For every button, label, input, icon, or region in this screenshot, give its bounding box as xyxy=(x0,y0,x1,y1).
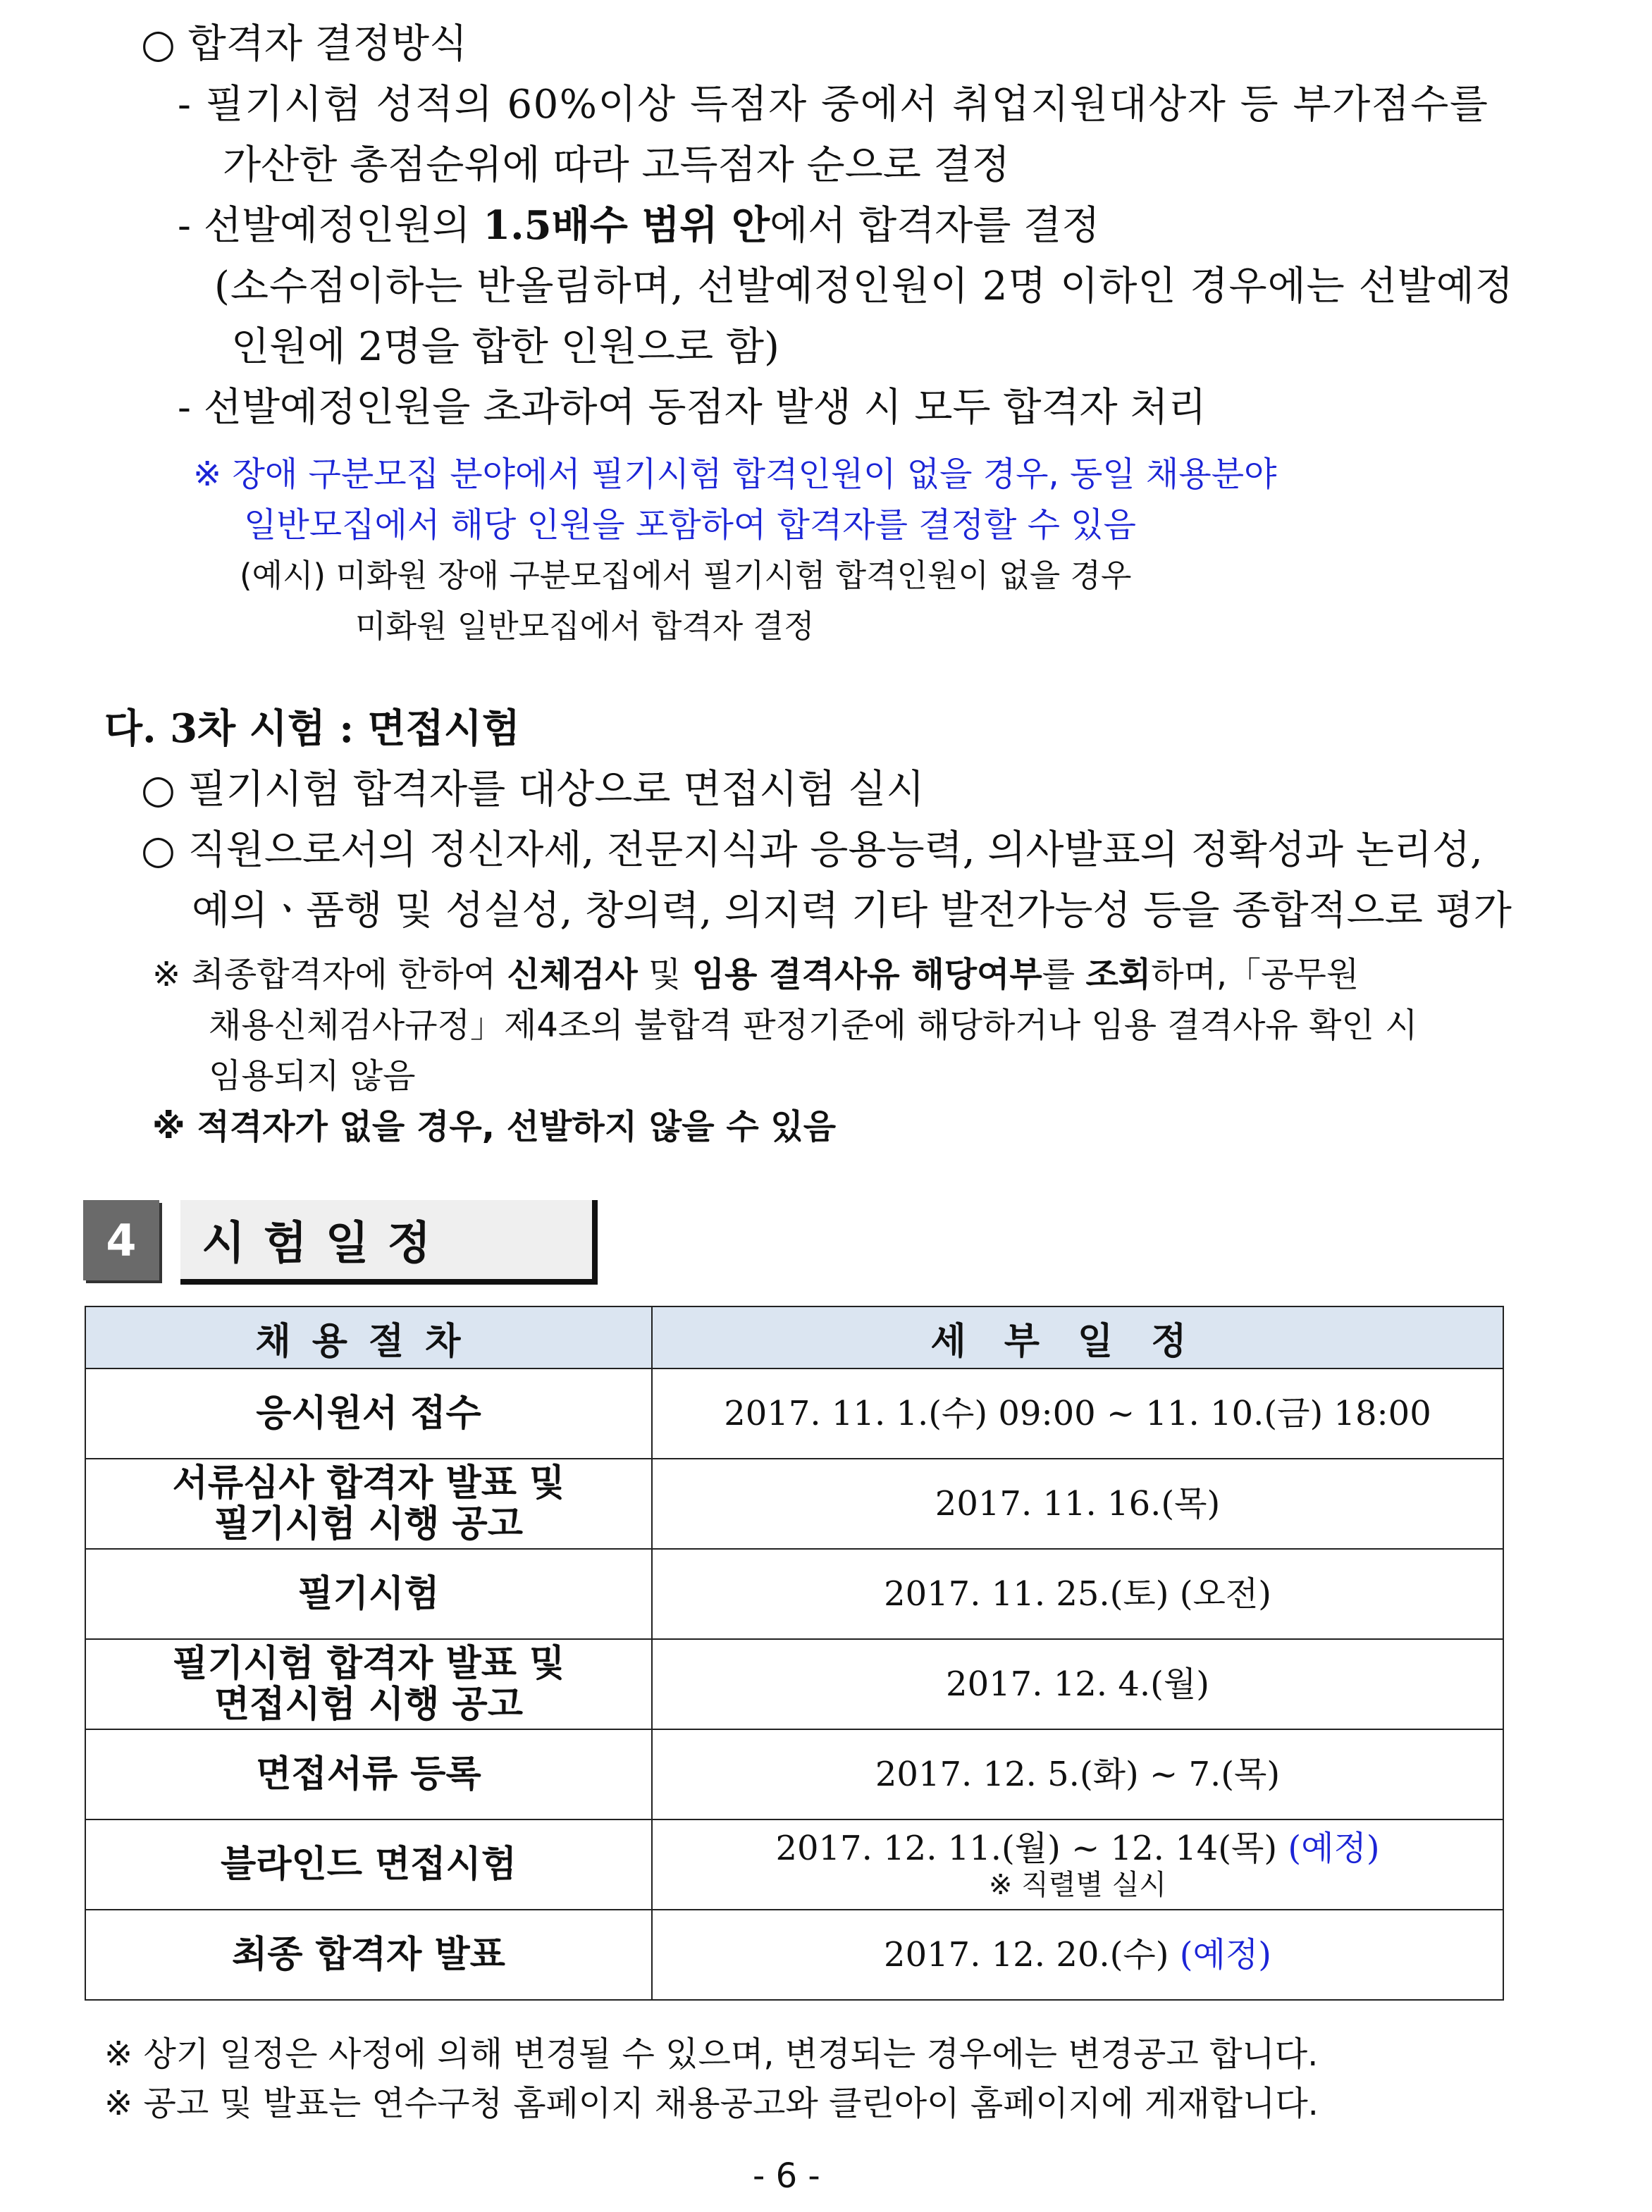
row-date: 2017. 12. 4.(월) xyxy=(652,1639,1503,1729)
row-date-main xyxy=(653,1828,1502,1869)
method-item2-note-line1: (소수점이하는 반올림하며, 선발예정인원이 2명 이하인 경우에는 선발예정 xyxy=(214,264,1514,309)
row-procedure: 필기시험 합격자 발표 및 면접시험 시행 공고 xyxy=(85,1639,652,1729)
table-row xyxy=(85,1459,1503,1549)
row-date: 2017. 12. 5.(화) ~ 7.(목) xyxy=(652,1729,1503,1819)
method-item1-line2: 가산한 총점순위에 따라 고득점자 순으로 결정 xyxy=(223,142,1010,188)
method-item2-bold: 1.5배수 범위 안 xyxy=(483,202,770,249)
table-row xyxy=(85,1549,1503,1639)
footer-note-1: ※ 상기 일정은 사정에 의해 변경될 수 있으며, 변경되는 경우에는 변경공고 합니다. xyxy=(104,2034,1319,2074)
page-number: - 6 - xyxy=(753,2156,820,2196)
row-procedure: 서류심사 합격자 발표 및 필기시험 시행 공고 xyxy=(85,1459,652,1549)
table-row xyxy=(85,1729,1503,1819)
section-d-title: 다. 3차 시험 : 면접시험 xyxy=(104,705,520,752)
note1-bold-2: 임용 결격사유 해당여부 xyxy=(691,955,1042,994)
method-item2-note-line2: 인원에 2명을 합한 인원으로 함) xyxy=(231,324,779,370)
tentative-tag: (예정) xyxy=(1179,1935,1271,1975)
note1-bold-1: 신체검사 xyxy=(507,955,638,994)
blue-note-line2: 일반모집에서 해당 인원을 포함하여 합격자를 결정할 수 있음 xyxy=(244,505,1137,545)
example-line2: 미화원 일반모집에서 합격자 결정 xyxy=(355,607,815,645)
header-procedure: 채용절차 xyxy=(85,1306,652,1368)
tentative-tag: (예정) xyxy=(1288,1829,1380,1868)
table-row xyxy=(85,1368,1503,1459)
note1-bold-3: 조회 xyxy=(1085,955,1152,994)
row-date xyxy=(652,1819,1503,1910)
section-d-bullet2-line2: 예의ㆍ품행 및 성실성, 창의력, 의지력 기타 발전가능성 등을 종합적으로 평가 xyxy=(192,888,1512,934)
example-line1: (예시) 미화원 장애 구분모집에서 필기시험 합격인원이 없을 경우 xyxy=(240,557,1132,594)
footer-note-2: ※ 공고 및 발표는 연수구청 홈페이지 채용공고와 클린아이 홈페이지에 게재합니다. xyxy=(104,2084,1319,2123)
row-date: 2017. 11. 25.(토) (오전) xyxy=(652,1549,1503,1639)
row-note: ※ 직렬별 실시 xyxy=(988,1869,1167,1901)
section-d-note2: ※ 적격자가 없을 경우, 선발하지 않을 수 있음 xyxy=(152,1107,837,1147)
row-date: 2017. 11. 16.(목) xyxy=(652,1459,1503,1549)
row-date: 2017. 11. 1.(수) 09:00 ~ 11. 10.(금) 18:00 xyxy=(652,1368,1503,1459)
table-row xyxy=(85,1910,1503,2000)
table-row xyxy=(85,1639,1503,1729)
table-header-row xyxy=(85,1306,1503,1368)
method-item2-post: 에서 합격자를 결정 xyxy=(770,203,1100,249)
row-procedure: 블라인드 면접시험 xyxy=(85,1819,652,1910)
section-title: 시험일정 xyxy=(202,1218,450,1270)
note1-text-d: 를 xyxy=(1042,955,1086,994)
note1-text-c: 및 xyxy=(637,955,692,994)
note1-text-a: ※ 최종합격자에 한하여 xyxy=(152,955,507,994)
section-d-bullet1: ○ 필기시험 합격자를 대상으로 면접시험 실시 xyxy=(141,767,925,812)
method-item3: - 선발예정인원을 초과하여 동점자 발생 시 모두 합격자 처리 xyxy=(178,385,1207,431)
row-date-text: 2017. 12. 11.(월) ~ 12. 14(목) xyxy=(775,1829,1288,1868)
method-item2 xyxy=(178,194,1099,251)
method-heading: ○ 합격자 결정방식 xyxy=(141,21,468,67)
section-d-note1-line2: 채용신체검사규정」제4조의 불합격 판정기준에 해당하거나 임용 결격사유 확인 시 xyxy=(209,1006,1418,1045)
section-d-bullet2-line1: ○ 직원으로서의 정신자세, 전문지식과 응용능력, 의사발표의 정확성과 논리성, xyxy=(141,827,1483,873)
table-row xyxy=(85,1819,1503,1910)
section-d-note1-line3: 임용되지 않음 xyxy=(209,1056,416,1096)
blue-note-line1: ※ 장애 구분모집 분야에서 필기시험 합격인원이 없을 경우, 동일 채용분야 xyxy=(193,455,1277,494)
method-item1-line1: - 필기시험 성적의 60%이상 득점자 중에서 취업지원대상자 등 부가점수를 xyxy=(178,82,1489,128)
section-d-note1-line1 xyxy=(152,947,1359,996)
row-date xyxy=(652,1910,1503,2000)
row-procedure: 면접서류 등록 xyxy=(85,1729,652,1819)
row-procedure: 응시원서 접수 xyxy=(85,1368,652,1459)
row-procedure: 필기시험 xyxy=(85,1549,652,1639)
section-number-badge: 4 xyxy=(83,1200,159,1280)
row-procedure: 최종 합격자 발표 xyxy=(85,1910,652,2000)
row-date-text: 2017. 12. 20.(수) xyxy=(884,1935,1180,1975)
method-item2-pre: - 선발예정인원의 xyxy=(178,203,483,249)
section-title-box xyxy=(180,1200,598,1285)
note1-text-e: 하며,「공무원 xyxy=(1151,955,1360,994)
header-detail-schedule: 세부일정 xyxy=(652,1306,1503,1368)
schedule-table xyxy=(85,1306,1504,2001)
